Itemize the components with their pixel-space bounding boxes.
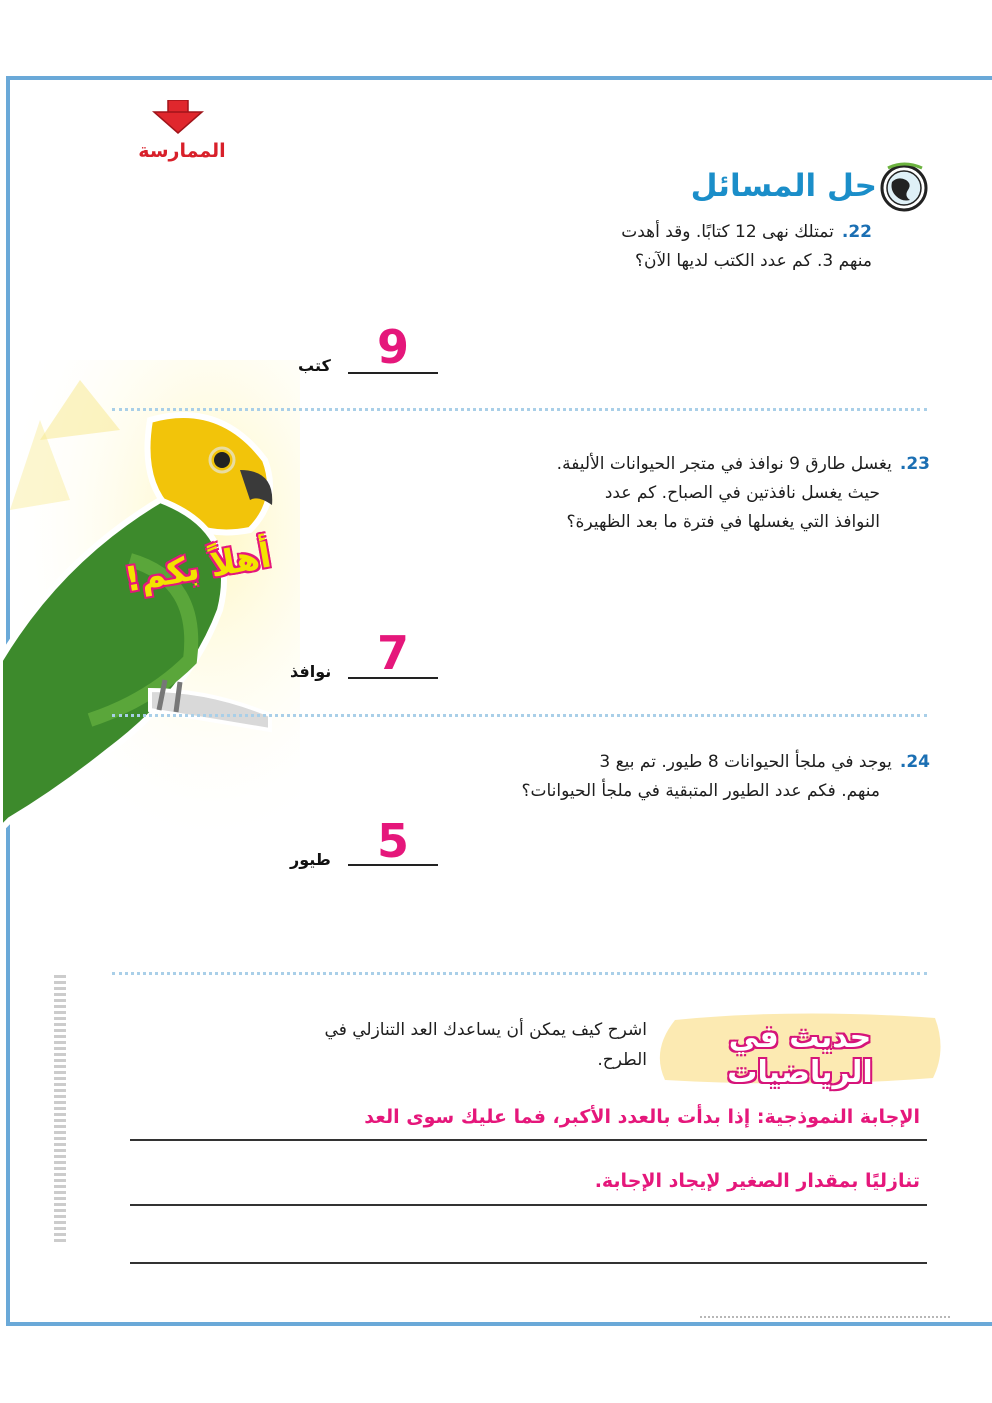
problem-22-line-2: منهم 3. كم عدد الكتب لديها الآن؟ bbox=[635, 251, 872, 271]
math-talk-prompt-line-1: اشرح كيف يمكن أن يساعدك العد التنازلي في bbox=[324, 1020, 647, 1040]
globe-icon bbox=[878, 160, 930, 212]
answer-24-value: 5 bbox=[376, 814, 409, 868]
answer-23-line[interactable] bbox=[348, 677, 438, 679]
parrot-caption: أهلاً بكم! bbox=[121, 535, 275, 601]
problem-24-line-2: منهم. فكم عدد الطيور المتبقية في ملجأ الحيوانات؟ bbox=[521, 781, 880, 801]
problem-22-number: 22. bbox=[841, 222, 872, 242]
problem-23-line-1: 23.يغسل طارق 9 نوافذ في متجر الحيوانات الأليفة. bbox=[556, 454, 930, 474]
divider-1 bbox=[112, 408, 927, 411]
problem-22-line-1: 22.تمتلك نهى 12 كتابًا. وقد أهدت bbox=[621, 222, 872, 242]
copyright-vertical-mark bbox=[54, 975, 66, 1245]
write-line-2[interactable] bbox=[130, 1204, 927, 1206]
practice-label: الممارسة bbox=[138, 140, 226, 162]
answer-24-unit: طيور bbox=[290, 850, 331, 869]
write-line-3[interactable] bbox=[130, 1262, 927, 1264]
answer-24-line[interactable] bbox=[348, 864, 438, 866]
divider-3 bbox=[112, 972, 927, 975]
math-talk-prompt-line-2: الطرح. bbox=[597, 1050, 647, 1070]
page-footer-mark bbox=[700, 1316, 950, 1328]
problem-23 bbox=[370, 450, 930, 537]
answer-22-value: 9 bbox=[376, 320, 409, 374]
section-title: حل المسائل bbox=[690, 168, 877, 204]
answer-23-value: 7 bbox=[376, 626, 409, 680]
problem-23-number: 23. bbox=[899, 454, 930, 474]
problem-24 bbox=[370, 748, 930, 806]
model-answer-line-2: تنازليًا بمقدار الصغير لإيجاد الإجابة. bbox=[594, 1170, 920, 1192]
divider-2 bbox=[112, 714, 927, 717]
answer-22-unit: كتب bbox=[298, 356, 331, 375]
problem-23-line-2: حيث يغسل نافذتين في الصباح. كم عدد bbox=[604, 483, 880, 503]
answer-22-line[interactable] bbox=[348, 372, 438, 374]
answer-23-unit: نوافذ bbox=[290, 662, 332, 681]
problem-24-number: 24. bbox=[899, 752, 930, 772]
write-line-1[interactable] bbox=[130, 1139, 927, 1141]
model-answer-line-1: الإجابة النموذجية: إذا بدأت بالعدد الأكبر، فما عليك سوى العد bbox=[364, 1106, 920, 1128]
math-talk-title: حديث في الرياضيات bbox=[727, 1020, 873, 1090]
down-arrow-icon bbox=[152, 100, 204, 134]
problem-23-line-3: النوافذ التي يغسلها في فترة ما بعد الظهيرة؟ bbox=[566, 512, 880, 532]
problem-24-line-1: 24.يوجد في ملجأ الحيوانات 8 طيور. تم بيع 3 bbox=[599, 752, 930, 772]
problem-22 bbox=[372, 218, 872, 276]
math-talk-prompt bbox=[187, 1015, 647, 1075]
